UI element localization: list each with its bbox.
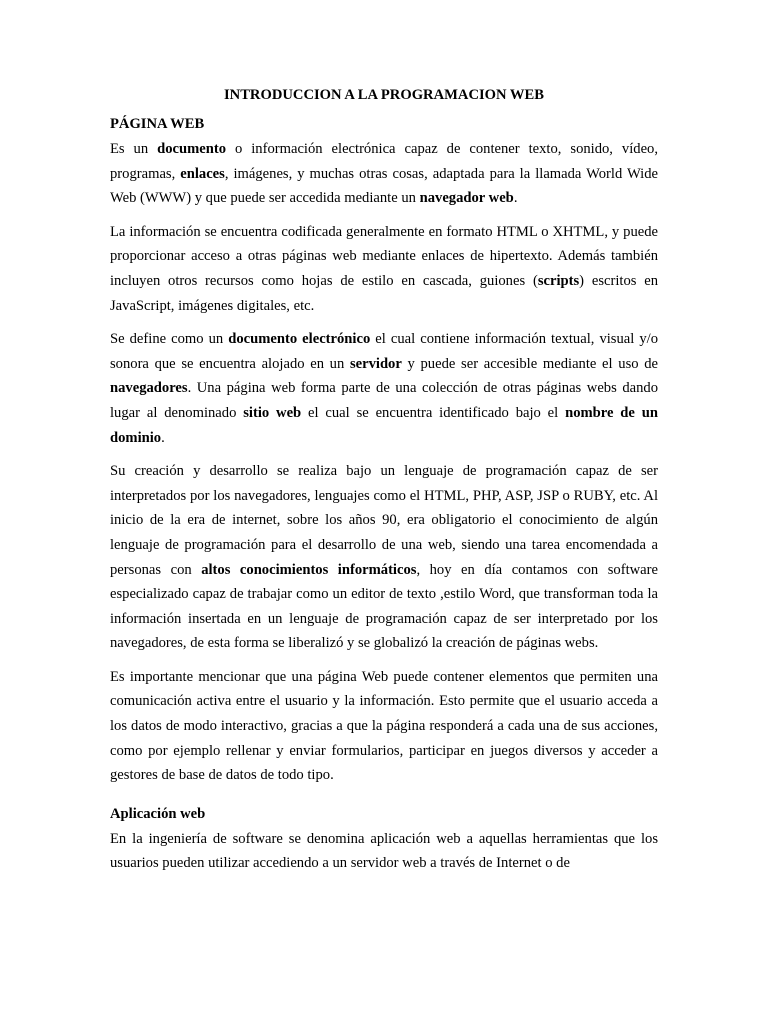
document-page xyxy=(110,84,658,885)
text-run: En la ingeniería de software se denomina aplicación web a aquellas herramientas que los usuarios pueden utilizar accediendo a un servidor web a través de Internet o de xyxy=(110,830,658,872)
text-run: o información electrónica capaz de contener texto, sonido, vídeo, programas, xyxy=(110,141,658,182)
bold-term: documento electrónico xyxy=(228,331,371,348)
text-run: , hoy en día contamos con software especializado capaz de trabajar como un editor de texto ,estilo Word, que transforman toda la información insertada en un lenguaje de programación capaz de ser interpretado por los navegadores, de esta forma se liberalizó y se globalizó la creación de páginas webs. xyxy=(110,561,658,652)
document-title: INTRODUCCION A LA PROGRAMACION WEB xyxy=(223,87,544,103)
text-run: Se define como un xyxy=(110,331,229,348)
section-heading-pagina-web: PÁGINA WEB xyxy=(110,116,205,132)
text-run: y puede ser accesible mediante el uso de xyxy=(401,355,658,372)
text-run: ) escritos en JavaScript, imágenes digitales, etc. xyxy=(110,272,659,314)
paragraph xyxy=(110,665,658,788)
paragraph xyxy=(110,327,658,450)
text-run: Es un xyxy=(110,141,158,157)
paragraph xyxy=(110,459,658,656)
bold-term: documento xyxy=(157,141,227,157)
bold-term: navegadores xyxy=(110,380,188,397)
bold-term: nombre de un dominio xyxy=(110,404,658,446)
bold-term: enlaces xyxy=(180,165,225,182)
text-run: La información se encuentra codificada generalmente en formato HTML o XHTML, y puede proporcionar acceso a otras páginas web mediante enlaces de hipertexto. Además también incluyen otros recursos como hojas de estilo en cascada, guiones ( xyxy=(110,223,658,289)
paragraph xyxy=(110,137,658,211)
text-run: Su creación y desarrollo se realiza bajo un lenguaje de programación capaz de ser interpretados por los navegadores, lenguajes como el HTML, PHP, ASP, JSP o RUBY, etc. Al inicio de la era de internet, sobre los años 90, era obligatorio el conocimiento de algún lenguaje de programación para el desarrollo de una web, siendo una tarea encomendada a personas con xyxy=(110,463,658,578)
paragraph xyxy=(110,220,658,318)
text-run: . xyxy=(513,190,518,207)
bold-term: sitio web xyxy=(243,404,302,421)
text-run: . xyxy=(161,429,165,446)
bold-term: scripts xyxy=(537,272,580,289)
bold-term: navegador web xyxy=(419,190,514,207)
bold-term: servidor xyxy=(349,355,402,372)
text-run: . Una página web forma parte de una colección de otras páginas webs dando lugar al denominado xyxy=(110,380,658,421)
text-run: el cual se encuentra identificado bajo el xyxy=(301,404,566,421)
section-aplicacion-web-body xyxy=(110,827,658,876)
bold-term: altos conocimientos informáticos xyxy=(201,561,417,578)
text-run: , imágenes, y muchas otras cosas, adaptada para la llamada World Wide Web (WWW) y que puede ser accedida mediante un xyxy=(110,165,658,207)
text-run: el cual contiene información textual, visual y/o sonora que se encuentra alojado en un xyxy=(110,331,658,372)
section-heading-aplicacion-web: Aplicación web xyxy=(110,805,206,822)
section-pagina-web-body xyxy=(110,137,658,788)
text-run: Es importante mencionar que una página Web puede contener elementos que permiten una comunicación activa entre el usuario y la información. Esto permite que el usuario acceda a los datos de modo interactivo, gracias a que la página responderá a cada una de sus acciones, como por ejemplo rellenar y enviar formularios, participar en juegos diversos y acceder a gestores de base de datos de todo tipo. xyxy=(110,668,658,784)
paragraph xyxy=(110,827,658,876)
